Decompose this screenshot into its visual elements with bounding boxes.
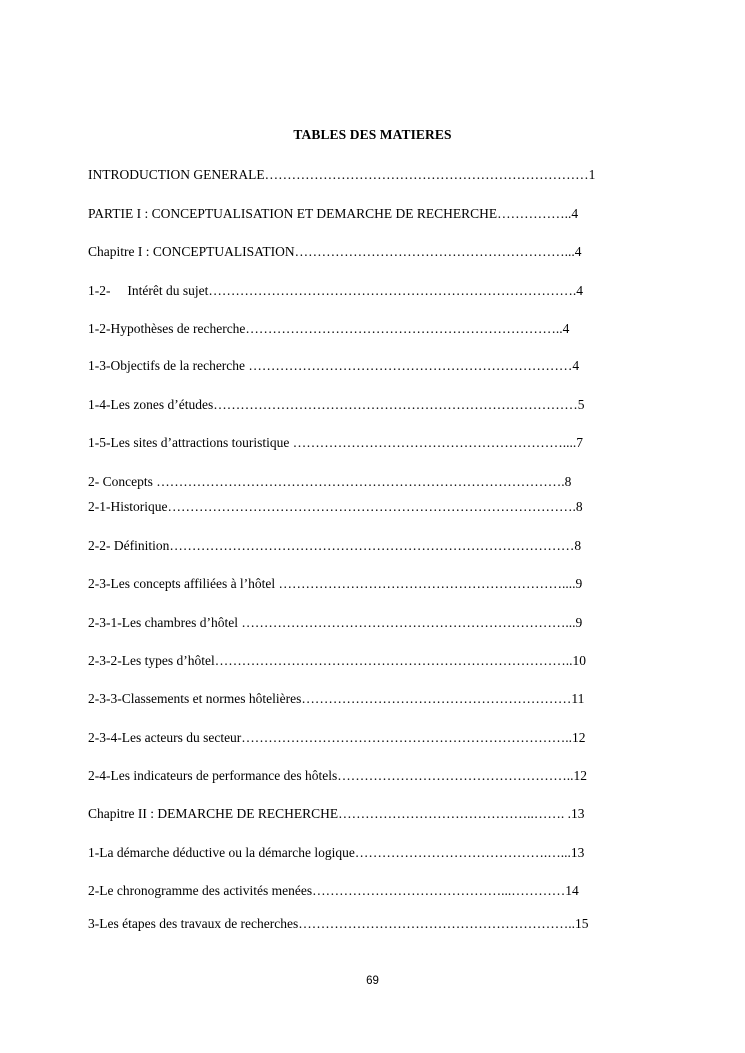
toc-entry-indicateurs: 2-4-Les indicateurs de performance des hôtels……………………………………………..12 [88,768,588,783]
toc-entry-chapitre-1: Chapitre I : CONCEPTUALISATION……………………………………………………...4 [88,244,582,259]
toc-entry-acteurs-secteur: 2-3-4-Les acteurs du secteur………………………………………………………………..12 [88,730,586,745]
toc-entry-interet-sujet: 1-2- Intérêt du sujet……………………………………………………………………….4 [88,283,583,298]
toc-entry-chambres-hotel: 2-3-1-Les chambres d’hôtel ………………………………………………………………...9 [88,615,583,630]
toc-entry-concepts-affiliees: 2-3-Les concepts affiliées à l’hôtel ………………………………………………………....9 [88,576,583,591]
toc-entry-hypotheses: 1-2-Hypothèses de recherche……………………………………………………………..4 [88,321,570,336]
toc-entry-introduction: INTRODUCTION GENERALE………………………………………………………………1 [88,167,596,182]
toc-entry-definition: 2-2- Définition………………………………………………………………………………8 [88,538,582,553]
toc-entry-chronogramme: 2-Le chronogramme des activités menées……………………………………...…………14 [88,883,579,898]
toc-entry-partie-1: PARTIE I : CONCEPTUALISATION ET DEMARCHE DE RECHERCHE……………..4 [88,206,579,221]
toc-entry-demarche-deductive: 1-La démarche déductive ou la démarche logique…………………………………….…...13 [88,845,585,860]
toc-entry-sites-attractions: 1-5-Les sites d’attractions touristique ……………………………………………………....7 [88,435,583,450]
toc-entry-chapitre-2: Chapitre II : DEMARCHE DE RECHERCHE……………………………………..……. .13 [88,806,585,821]
toc-entry-objectifs: 1-3-Objectifs de la recherche ………………………………………………………………4 [88,358,580,373]
toc-entry-concepts: 2- Concepts ……………………………………………………………………………….8 [88,474,572,489]
toc-title: TABLES DES MATIERES [293,127,452,142]
toc-entry-historique: 2-1-Historique……………………………………………………………………………….8 [88,499,583,514]
toc-entry-etapes-travaux: 3-Les étapes des travaux de recherches……………………………………………………..15 [88,916,589,931]
toc-entry-zones-etudes: 1-4-Les zones d’études………………………………………………………………………5 [88,397,585,412]
page-number: 69 [366,975,379,987]
toc-entry-types-hotel: 2-3-2-Les types d’hôtel……………………………………………………………………..10 [88,653,586,668]
toc-entry-classements: 2-3-3-Classements et normes hôtelières……………………………………………………11 [88,691,585,706]
